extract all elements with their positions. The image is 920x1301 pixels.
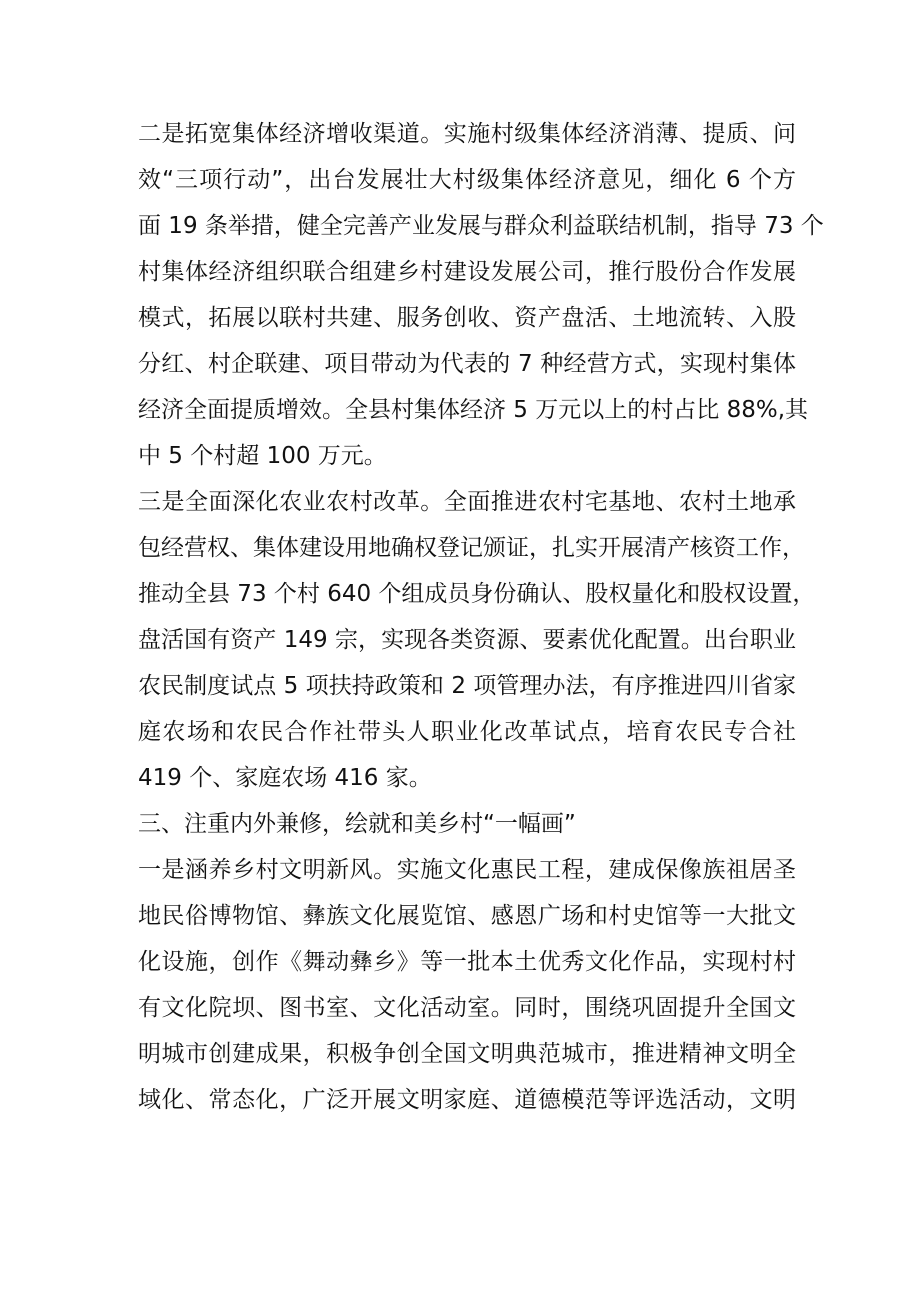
text-line: 明城市创建成果，积极争创全国文明典范城市，推进精神文明全 <box>138 1041 796 1067</box>
text-line: 推动全县 73 个村 640 个组成员身份确认、股权量化和股权设置， <box>138 581 816 607</box>
text-line: 模式，拓展以联村共建、服务创收、资产盘活、土地流转、入股 <box>138 305 796 331</box>
text-line: 化设施，创作《舞动彝乡》等一批本土优秀文化作品，实现村村 <box>138 949 796 975</box>
text-line: 地民俗博物馆、彝族文化展览馆、感恩广场和村史馆等一大批文 <box>138 903 796 929</box>
text-line: 分红、村企联建、项目带动为代表的 7 种经营方式，实现村集体 <box>138 351 796 377</box>
text-line: 效“三项行动”，出台发展壮大村级集体经济意见，细化 6 个方 <box>138 167 796 193</box>
text-line: 419 个、家庭农场 416 家。 <box>138 765 432 791</box>
text-line: 中 5 个村超 100 万元。 <box>138 443 387 469</box>
text-line: 一是涵养乡村文明新风。实施文化惠民工程，建成保像族祖居圣 <box>138 857 796 883</box>
text-line: 三、注重内外兼修，绘就和美乡村“一幅画” <box>138 811 576 837</box>
text-line: 二是拓宽集体经济增收渠道。实施村级集体经济消薄、提质、问 <box>138 121 796 147</box>
text-line: 农民制度试点 5 项扶持政策和 2 项管理办法，有序推进四川省家 <box>138 673 796 699</box>
text-line: 三是全面深化农业农村改革。全面推进农村宅基地、农村土地承 <box>138 489 796 515</box>
text-line: 庭农场和农民合作社带头人职业化改革试点，培育农民专合社 <box>138 719 796 745</box>
text-line: 盘活国有资产 149 宗，实现各类资源、要素优化配置。出台职业 <box>138 627 796 653</box>
text-line: 村集体经济组织联合组建乡村建设发展公司，推行股份合作发展 <box>138 259 796 285</box>
text-line: 包经营权、集体建设用地确权登记颁证，扎实开展清产核资工作， <box>138 535 805 561</box>
text-line: 有文化院坝、图书室、文化活动室。同时，围绕巩固提升全国文 <box>138 995 796 1021</box>
text-line: 面 19 条举措，健全完善产业发展与群众利益联结机制，指导 73 个 <box>138 213 824 239</box>
text-line: 域化、常态化，广泛开展文明家庭、道德模范等评选活动，文明 <box>138 1087 796 1113</box>
text-line: 经济全面提质增效。全县村集体经济 5 万元以上的村占比 88%,其 <box>138 397 808 423</box>
document-body <box>138 111 824 1123</box>
